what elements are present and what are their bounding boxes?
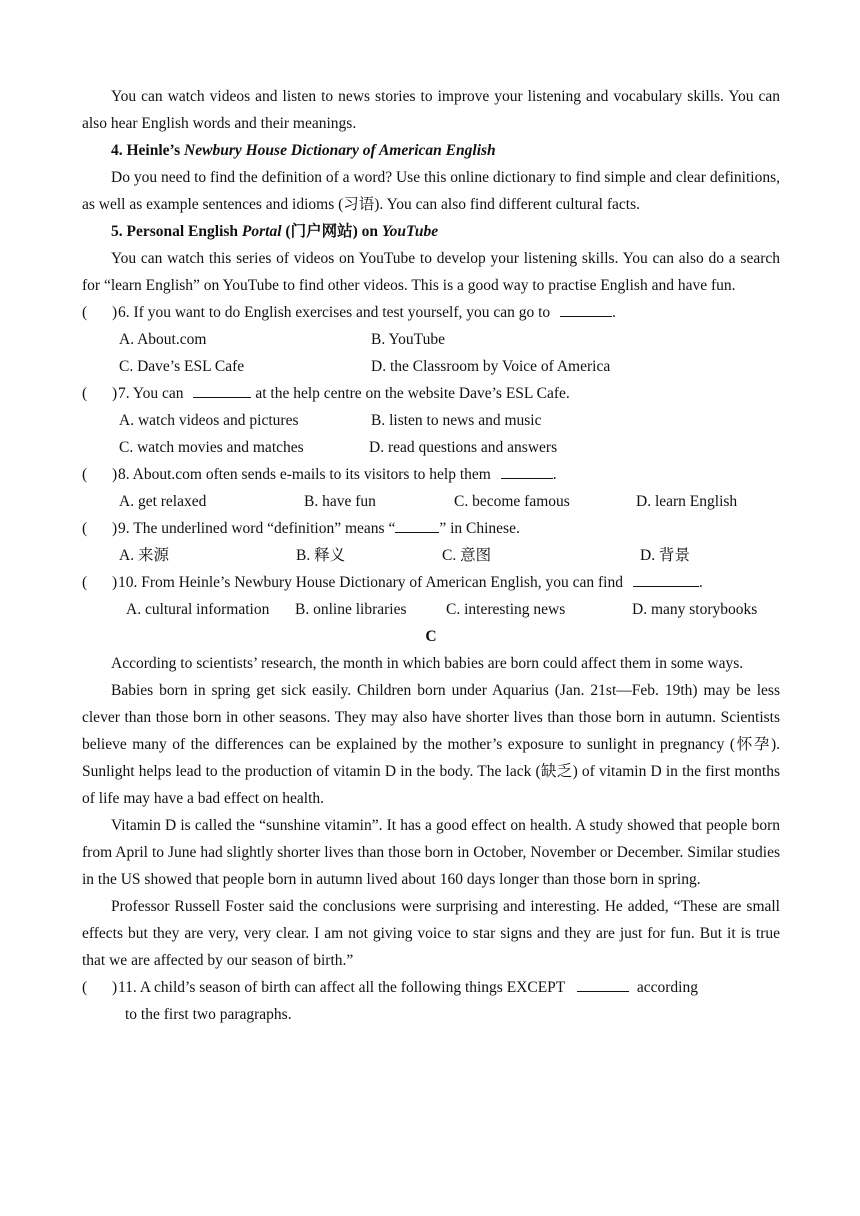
paragraph-c2: Babies born in spring get sick easily. Children born under Aquarius (Jan. 21st—Feb. 19th) may be less clever than those born in other seasons. They may also have shorter lives than those born in autumn. Scientists believe many of the differences can be explained by the mother’s exposure to sunlight in pregnancy (怀孕). Sunlight helps lead to the production of vitamin D in the body. The lack (缺乏) of vitamin D in the first months of life may have a bad effect on health. [82, 682, 780, 807]
answer-bracket-close: ) [112, 466, 118, 483]
answer-blank [633, 571, 699, 587]
answer-bracket-close: ) [112, 574, 118, 591]
option-b: B. 释义 [296, 547, 346, 564]
answer-blank [560, 301, 612, 317]
option-d: D. 背景 [640, 547, 690, 564]
option-d: D. read questions and answers [369, 439, 558, 456]
question-stem: 9. The underlined word “definition” means “ [118, 520, 396, 537]
question-stem: 11. A child’s season of birth can affect all the following things EXCEPT [118, 979, 565, 996]
option-b: B. listen to news and music [371, 412, 542, 429]
answer-bracket-open: ( [82, 574, 88, 591]
question-9 [82, 515, 780, 542]
question-end: . [612, 304, 616, 321]
option-a: A. About.com [119, 331, 207, 348]
question-10 [82, 569, 780, 596]
answer-bracket-close: ) [112, 385, 118, 402]
answer-bracket-open: ( [82, 979, 88, 996]
heading-5: 5. Personal English Portal (门户网站) on YouTube [111, 223, 439, 240]
paragraph-videos: You can watch videos and listen to news stories to improve your listening and vocabulary skills. You can also hear English words and their meanings. [82, 88, 780, 132]
option-d: D. learn English [636, 493, 738, 510]
option-c: C. become famous [454, 493, 570, 510]
option-b: B. YouTube [371, 331, 445, 348]
answer-blank [395, 517, 439, 533]
option-c: C. watch movies and matches [119, 439, 304, 456]
option-a: A. watch videos and pictures [119, 412, 299, 429]
answer-bracket-open: ( [82, 520, 88, 537]
options-q9 [82, 542, 780, 569]
question-end: according [636, 979, 698, 996]
question-end: . [698, 574, 703, 591]
question-end: ” in Chinese. [439, 520, 520, 537]
options-q6-row2 [82, 353, 780, 380]
question-8 [82, 461, 780, 488]
paragraph-c4: Professor Russell Foster said the conclusions were surprising and interesting. He added, “These are small effects but they are very, very clear. I am not giving voice to star signs and they are just for fun. But it is true that we are affected by our season of birth.” [82, 898, 780, 969]
question-11 [82, 974, 780, 1001]
options-q6 [82, 326, 780, 353]
options-q7 [82, 407, 780, 434]
worksheet-page [82, 83, 780, 1028]
option-a: A. cultural information [126, 601, 270, 618]
answer-blank [577, 976, 629, 992]
options-q7-row2 [82, 434, 780, 461]
question-stem: 8. About.com often sends e-mails to its visitors to help them [118, 466, 491, 483]
question-stem: 6. If you want to do English exercises and test yourself, you can go to [118, 304, 551, 321]
question-7 [82, 380, 780, 407]
option-d: D. many storybooks [632, 601, 758, 618]
section-c-label: C [425, 628, 437, 645]
paragraph-youtube: You can watch this series of videos on YouTube to develop your listening skills. You can also do a search for “learn English” on YouTube to find other videos. This is a good way to practise English and have fun. [82, 250, 780, 294]
answer-bracket-close: ) [112, 979, 118, 996]
option-c: C. interesting news [446, 601, 566, 618]
answer-blank [501, 463, 553, 479]
answer-bracket-open: ( [82, 385, 88, 402]
answer-bracket-close: ) [112, 520, 118, 537]
answer-bracket-open: ( [82, 304, 88, 321]
answer-bracket-open: ( [82, 466, 88, 483]
option-a: A. 来源 [119, 547, 169, 564]
question-6 [82, 299, 780, 326]
heading-4: 4. Heinle’s Newbury House Dictionary of American English [111, 142, 496, 159]
option-c: C. 意图 [442, 547, 492, 564]
question-stem: 10. From Heinle’s Newbury House Dictionary of American English, you can find [118, 574, 623, 591]
options-q10 [82, 596, 780, 623]
question-end: . [552, 466, 557, 483]
option-b: B. online libraries [295, 601, 407, 618]
option-d: D. the Classroom by Voice of America [371, 358, 611, 375]
question-11-line2: to the first two paragraphs. [125, 1006, 292, 1023]
option-c: C. Dave’s ESL Cafe [119, 358, 245, 375]
question-stem-end: at the help centre on the website Dave’s ESL Cafe. [255, 385, 570, 402]
paragraph-c3: Vitamin D is called the “sunshine vitamin”. It has a good effect on health. A study showed that people born from April to June had slightly shorter lives than those born in October, November or December. Similar studies in the US showed that people born in autumn lived about 160 days longer than those born in spring. [82, 817, 780, 888]
option-a: A. get relaxed [119, 493, 207, 510]
answer-blank [193, 382, 251, 398]
question-stem: 7. You can [118, 385, 184, 402]
paragraph-dictionary: Do you need to find the definition of a word? Use this online dictionary to find simple and clear definitions, as well as example sentences and idioms (习语). You can also find different cultural facts. [82, 169, 780, 213]
option-b: B. have fun [304, 493, 376, 510]
paragraph-c1: According to scientists’ research, the month in which babies are born could affect them in some ways. [111, 655, 744, 672]
options-q8 [82, 488, 780, 515]
answer-bracket-close: ) [112, 304, 118, 321]
